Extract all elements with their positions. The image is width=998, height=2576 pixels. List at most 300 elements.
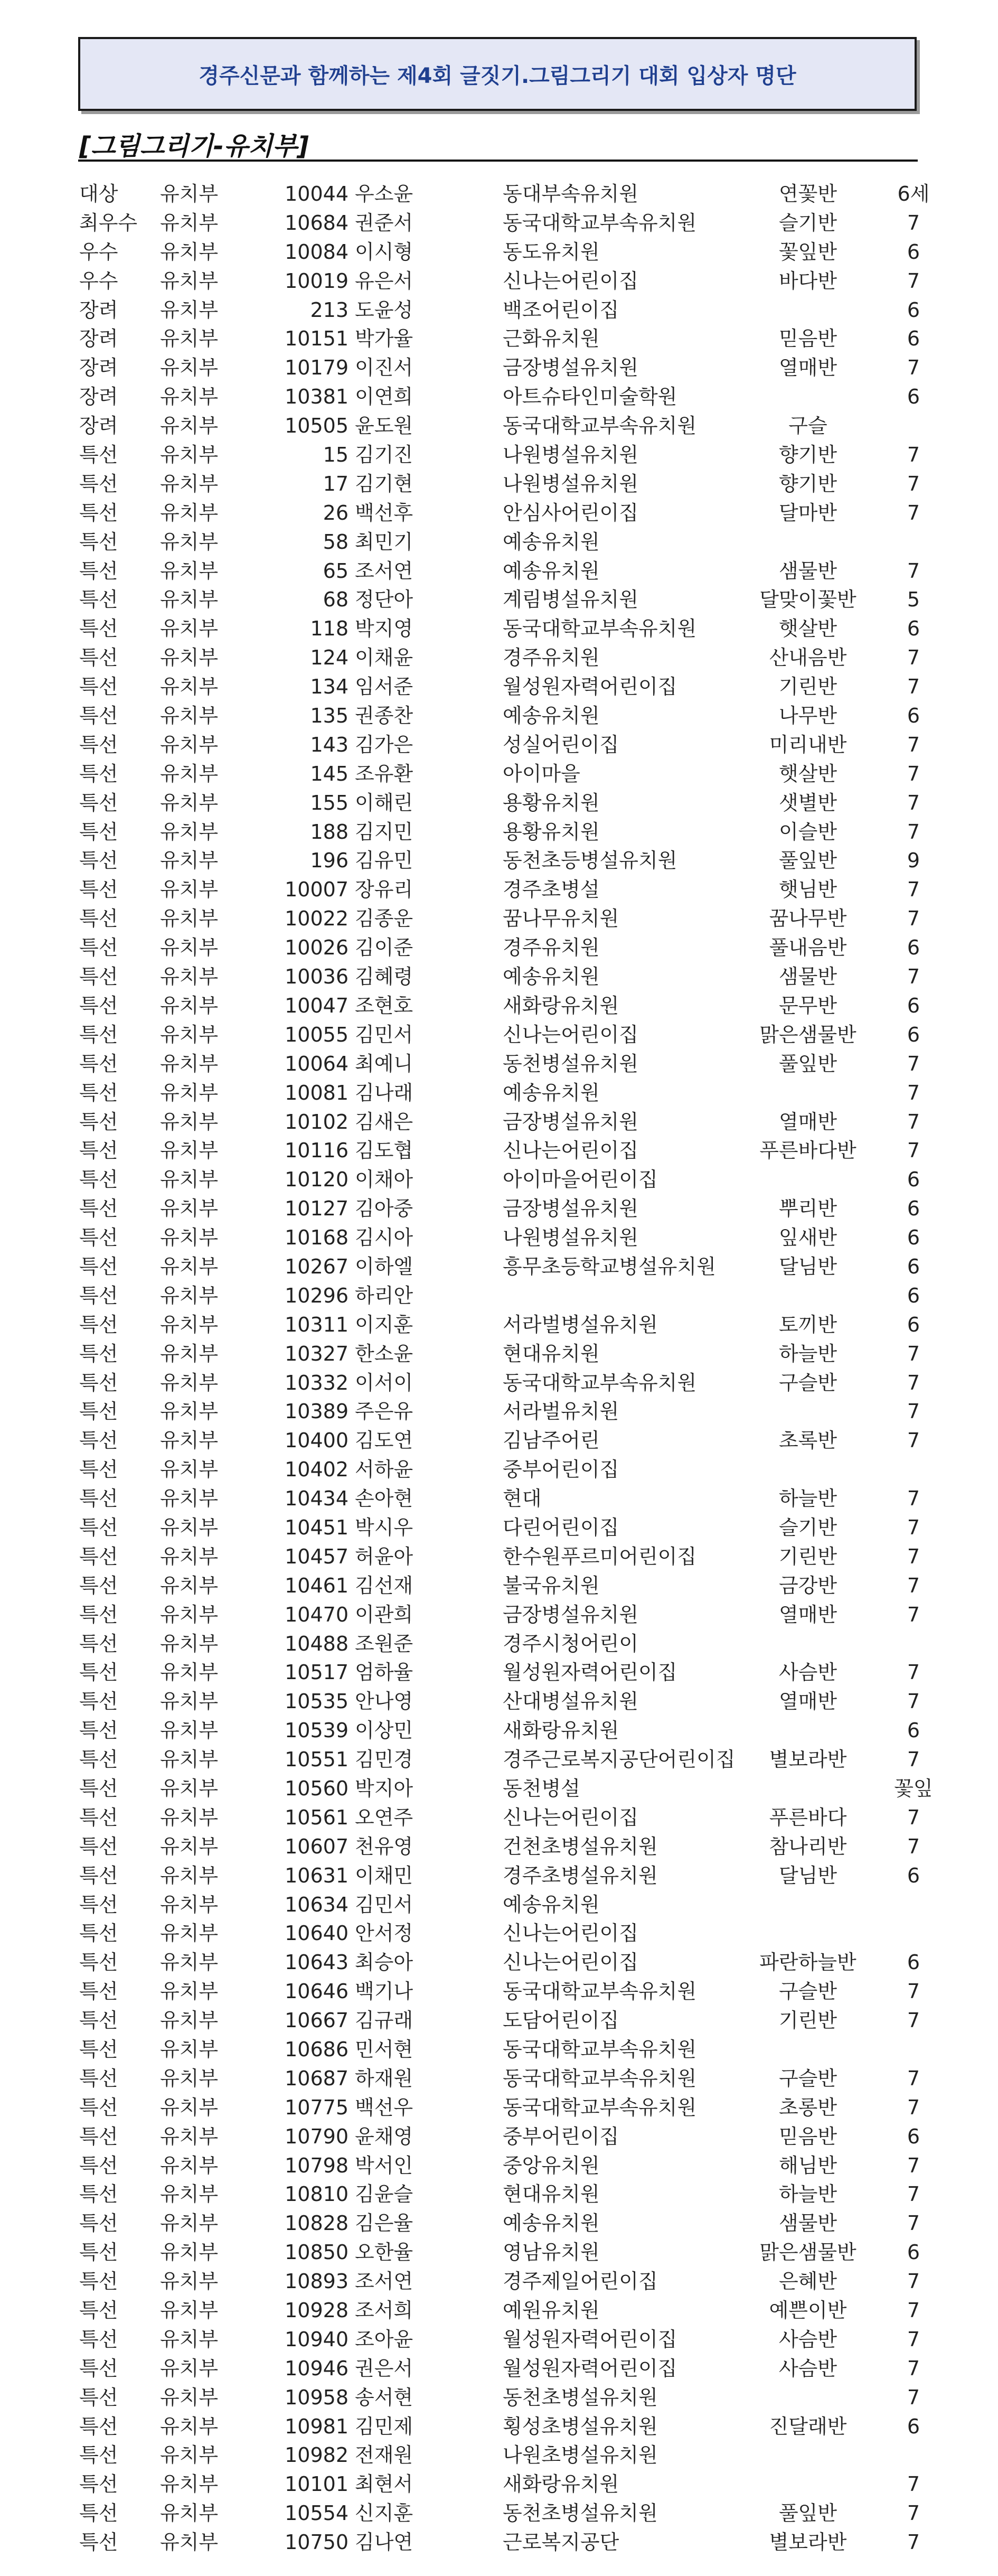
award-cell: 특선 [79,849,118,873]
name-cell: 하리안 [355,1284,413,1307]
table-row [0,324,998,353]
entry-number-cell: 10687 [285,2066,349,2090]
table-row [0,585,998,614]
division-cell: 유치부 [160,2212,219,2235]
entry-number-cell: 10047 [285,994,349,1017]
school-cell: 경주유치원 [503,936,600,960]
division-cell: 유치부 [160,1429,219,1453]
entry-number-cell: 196 [310,849,349,873]
table-row [0,1310,998,1339]
entry-number-cell: 10332 [285,1371,349,1394]
name-cell: 권종찬 [355,704,413,728]
age-cell: 7 [907,1515,920,1539]
award-cell: 대상 [79,182,118,205]
school-cell: 예송유치원 [503,704,600,728]
division-cell: 유치부 [160,1776,219,1800]
name-cell: 김선재 [355,1573,413,1597]
name-cell: 김은율 [355,2212,413,2235]
school-cell: 경주제일어린이집 [503,2270,658,2293]
class-cell: 초롱반 [778,2095,837,2119]
school-cell: 중부어린이집 [503,1458,619,1482]
name-cell: 박가율 [355,327,413,351]
school-cell: 한수원푸르미어린이집 [503,1544,697,1568]
school-cell: 불국유치원 [503,1573,600,1597]
entry-number-cell: 10684 [285,211,349,235]
name-cell: 조서연 [355,559,413,583]
table-row [0,1281,998,1310]
class-cell: 열매반 [778,356,837,380]
table-row [0,1020,998,1050]
award-cell: 특선 [79,2414,118,2438]
school-cell: 동천초병설유치원 [503,2502,658,2525]
table-row [0,991,998,1020]
school-cell: 신나는어린이집 [503,1951,638,1974]
entry-number-cell: 10084 [285,240,349,264]
table-row [0,2412,998,2441]
section-underline [78,160,918,162]
age-cell: 6 [907,1719,920,1743]
table-row [0,2470,998,2499]
award-cell: 특선 [79,1922,118,1945]
division-cell: 유치부 [160,820,219,844]
table-row [0,818,998,847]
division-cell: 유치부 [160,2009,219,2032]
age-cell: 6 [907,2241,920,2264]
age-cell: 7 [907,2212,920,2235]
name-cell: 이채윤 [355,646,413,670]
award-cell: 장려 [79,414,118,438]
school-cell: 동국대학교부속유치원 [503,2095,697,2119]
entry-number-cell: 10055 [285,1023,349,1046]
name-cell: 안나영 [355,1690,413,1713]
award-cell: 특선 [79,1458,118,1482]
class-cell: 구슬반 [778,2066,837,2090]
class-cell: 토끼반 [778,1313,837,1336]
age-cell: 6 [907,2414,920,2438]
entry-number-cell: 10505 [285,414,349,438]
award-cell: 특선 [79,1254,118,1278]
age-cell: 7 [907,1690,920,1713]
school-cell: 횡성초병설유치원 [503,2414,658,2438]
school-cell: 신나는어린이집 [503,269,638,293]
name-cell: 유은서 [355,269,413,293]
table-row [0,1079,998,1108]
age-cell: 7 [907,1573,920,1597]
class-cell: 샛별반 [778,791,837,814]
table-row [0,1832,998,1861]
entry-number-cell: 10168 [285,1226,349,1250]
age-cell: 6 [907,1951,920,1974]
section-heading: [그림그리기-유치부] [79,132,309,161]
division-cell: 유치부 [160,1661,219,1684]
award-cell: 특선 [79,1342,118,1365]
division-cell: 유치부 [160,1922,219,1945]
name-cell: 김민서 [355,1023,413,1046]
entry-number-cell: 10646 [285,1980,349,2003]
entry-number-cell: 10798 [285,2153,349,2177]
division-cell: 유치부 [160,2327,219,2351]
entry-number-cell: 10064 [285,1052,349,1075]
name-cell: 박지영 [355,617,413,641]
division-cell: 유치부 [160,1284,219,1307]
entry-number-cell: 10850 [285,2241,349,2264]
name-cell: 조현호 [355,994,413,1017]
name-cell: 김도연 [355,1429,413,1453]
age-cell: 6 [907,2124,920,2148]
entry-number-cell: 10381 [285,385,349,409]
award-cell: 특선 [79,2502,118,2525]
division-cell: 유치부 [160,2299,219,2322]
table-row [0,614,998,643]
school-cell: 경주유치원 [503,646,600,670]
name-cell: 이진서 [355,356,413,380]
award-cell: 특선 [79,2066,118,2090]
name-cell: 이지훈 [355,1313,413,1336]
entry-number-cell: 10101 [285,2472,349,2496]
table-row [0,1397,998,1426]
division-cell: 유치부 [160,443,219,467]
table-row [0,1194,998,1223]
age-cell: 6 [907,1197,920,1221]
entry-number-cell: 10560 [285,1776,349,1800]
class-cell: 기린반 [778,675,837,699]
entry-number-cell: 10631 [285,1863,349,1887]
award-cell: 특선 [79,1544,118,1568]
award-cell: 장려 [79,356,118,380]
school-cell: 근화유치원 [503,327,600,351]
school-cell: 신나는어린이집 [503,1805,638,1829]
name-cell: 김규래 [355,2009,413,2032]
age-cell: 7 [907,501,920,524]
table-row [0,2209,998,2238]
entry-number-cell: 10327 [285,1342,349,1365]
age-cell: 7 [907,791,920,814]
division-cell: 유치부 [160,2531,219,2554]
class-cell: 사슴반 [778,2327,837,2351]
age-cell: 9 [907,849,920,873]
award-cell: 특선 [79,1400,118,1423]
school-cell: 동대부속유치원 [503,182,638,205]
school-cell: 예송유치원 [503,559,600,583]
age-cell: 6 [907,298,920,322]
award-cell: 특선 [79,2124,118,2148]
school-cell: 동천병설유치원 [503,1052,638,1075]
division-cell: 유치부 [160,2270,219,2293]
class-cell: 나무반 [778,704,837,728]
award-cell: 특선 [79,1863,118,1887]
name-cell: 김새은 [355,1110,413,1134]
name-cell: 천유영 [355,1834,413,1858]
age-cell: 7 [907,1400,920,1423]
division-cell: 유치부 [160,646,219,670]
name-cell: 송서현 [355,2385,413,2409]
award-cell: 특선 [79,1893,118,1916]
division-cell: 유치부 [160,2095,219,2119]
award-cell: 특선 [79,1951,118,1974]
award-cell: 특선 [79,1661,118,1684]
table-row [0,1948,998,1977]
class-cell: 별보라반 [769,1748,847,1772]
age-cell: 7 [907,1661,920,1684]
class-cell: 구슬반 [778,1980,837,2003]
age-cell: 7 [907,2502,920,2525]
school-cell: 다린어린이집 [503,1515,619,1539]
name-cell: 이채아 [355,1168,413,1192]
table-row [0,789,998,818]
school-cell: 서라벌병설유치원 [503,1313,658,1336]
division-cell: 유치부 [160,414,219,438]
school-cell: 금장병설유치원 [503,1110,638,1134]
class-cell: 믿음반 [778,2124,837,2148]
school-cell: 동국대학교부속유치원 [503,2066,697,2090]
award-cell: 특선 [79,1603,118,1626]
division-cell: 유치부 [160,1515,219,1539]
entry-number-cell: 145 [310,762,349,785]
school-cell: 동국대학교부속유치원 [503,617,697,641]
table-row [0,1369,998,1398]
school-cell: 동국대학교부속유치원 [503,1371,697,1394]
name-cell: 윤채영 [355,2124,413,2148]
table-row [0,441,998,470]
award-cell: 특선 [79,1980,118,2003]
table-row [0,1745,998,1774]
award-cell: 특선 [79,675,118,699]
age-cell: 7 [907,2009,920,2032]
class-cell: 꿈나무반 [769,907,847,931]
entry-number-cell: 10120 [285,1168,349,1192]
division-cell: 유치부 [160,994,219,1017]
award-cell: 장려 [79,385,118,409]
age-cell: 6 [907,994,920,1017]
name-cell: 박지아 [355,1776,413,1800]
table-row [0,760,998,789]
school-cell: 신나는어린이집 [503,1139,638,1163]
name-cell: 백선우 [355,2095,413,2119]
award-cell: 우수 [79,240,118,264]
award-cell: 특선 [79,2299,118,2322]
entry-number-cell: 10022 [285,907,349,931]
name-cell: 우소윤 [355,182,413,205]
entry-number-cell: 10981 [285,2414,349,2438]
name-cell: 안서정 [355,1922,413,1945]
school-cell: 경주근로복지공단어린이집 [503,1748,736,1772]
table-row [0,701,998,730]
age-cell: 7 [907,2270,920,2293]
school-cell: 새화랑유치원 [503,1719,619,1743]
division-cell: 유치부 [160,1139,219,1163]
class-cell: 샘물반 [778,965,837,989]
school-cell: 계림병설유치원 [503,588,638,612]
class-cell: 달님반 [778,1254,837,1278]
table-row [0,2006,998,2035]
name-cell: 전재원 [355,2443,413,2467]
entry-number-cell: 118 [310,617,349,641]
class-cell: 풀잎반 [778,2502,837,2525]
name-cell: 김유민 [355,849,413,873]
award-cell: 특선 [79,472,118,495]
award-cell: 특선 [79,733,118,756]
age-cell: 6 [907,1284,920,1307]
division-cell: 유치부 [160,2502,219,2525]
name-cell: 이상민 [355,1719,413,1743]
age-cell: 7 [907,1603,920,1626]
table-row [0,2325,998,2354]
name-cell: 최민기 [355,530,413,554]
age-cell: 7 [907,1110,920,1134]
award-cell: 특선 [79,1690,118,1713]
title-box [78,37,917,111]
entry-number-cell: 124 [310,646,349,670]
division-cell: 유치부 [160,1371,219,1394]
division-cell: 유치부 [160,2385,219,2409]
school-cell: 동도유치원 [503,240,600,264]
name-cell: 손아현 [355,1487,413,1511]
award-cell: 특선 [79,2038,118,2061]
name-cell: 김나연 [355,2531,413,2554]
division-cell: 유치부 [160,1719,219,1743]
age-cell: 7 [907,1371,920,1394]
division-cell: 유치부 [160,1690,219,1713]
school-cell: 경주시청어린이 [503,1632,638,1655]
table-row [0,933,998,962]
entry-number-cell: 10607 [285,1834,349,1858]
school-cell: 나원병설유치원 [503,472,638,495]
class-cell: 향기반 [778,472,837,495]
award-cell: 특선 [79,704,118,728]
table-row [0,2122,998,2151]
division-cell: 유치부 [160,2182,219,2206]
award-cell: 특선 [79,820,118,844]
school-cell: 월성원자력어린이집 [503,2327,677,2351]
entry-number-cell: 10044 [285,182,349,205]
award-cell: 특선 [79,1081,118,1104]
class-cell: 이슬반 [778,820,837,844]
division-cell: 유치부 [160,1226,219,1250]
table-row [0,1687,998,1716]
entry-number-cell: 10026 [285,936,349,960]
division-cell: 유치부 [160,1573,219,1597]
age-cell: 7 [907,762,920,785]
division-cell: 유치부 [160,1603,219,1626]
name-cell: 오한율 [355,2241,413,2264]
entry-number-cell: 10402 [285,1458,349,1482]
name-cell: 민서현 [355,2038,413,2061]
division-cell: 유치부 [160,1081,219,1104]
entry-number-cell: 10081 [285,1081,349,1104]
name-cell: 김가은 [355,733,413,756]
award-cell: 장려 [79,298,118,322]
award-cell: 특선 [79,501,118,524]
award-cell: 특선 [79,1805,118,1829]
table-row [0,1484,998,1513]
class-cell: 하늘반 [778,1342,837,1365]
division-cell: 유치부 [160,211,219,235]
school-cell: 예송유치원 [503,965,600,989]
division-cell: 유치부 [160,849,219,873]
award-cell: 특선 [79,1110,118,1134]
entry-number-cell: 10893 [285,2270,349,2293]
name-cell: 이관희 [355,1603,413,1626]
name-cell: 조원준 [355,1632,413,1655]
age-cell: 7 [907,356,920,380]
division-cell: 유치부 [160,1458,219,1482]
division-cell: 유치부 [160,182,219,205]
division-cell: 유치부 [160,2153,219,2177]
age-cell: 7 [907,2095,920,2119]
table-row [0,2238,998,2267]
award-cell: 최우수 [79,211,138,235]
award-cell: 특선 [79,2153,118,2177]
name-cell: 허윤아 [355,1544,413,1568]
division-cell: 유치부 [160,327,219,351]
entry-number-cell: 65 [323,559,349,583]
class-cell: 구슬 [788,414,827,438]
table-row [0,904,998,933]
division-cell: 유치부 [160,1834,219,1858]
school-cell: 현대유치원 [503,2182,600,2206]
award-cell: 특선 [79,1284,118,1307]
school-cell: 동천초병설유치원 [503,2385,658,2409]
table-row [0,875,998,904]
entry-number-cell: 10554 [285,2502,349,2525]
school-cell: 용황유치원 [503,791,600,814]
entry-number-cell: 10400 [285,1429,349,1453]
school-cell: 건천초병설유치원 [503,1834,658,1858]
school-cell: 금장병설유치원 [503,1603,638,1626]
entry-number-cell: 155 [310,791,349,814]
award-cell: 특선 [79,2356,118,2380]
school-cell: 새화랑유치원 [503,994,619,1017]
division-cell: 유치부 [160,2241,219,2264]
class-cell: 미리내반 [769,733,847,756]
document-title: 경주신문과 함께하는 제4회 글짓기.그림그리기 대회 입상자 명단 [199,63,796,88]
name-cell: 최승아 [355,1951,413,1974]
award-cell: 특선 [79,878,118,902]
table-row [0,1455,998,1484]
age-cell: 6 [907,385,920,409]
award-cell: 특선 [79,2472,118,2496]
table-row [0,2267,998,2296]
class-cell: 금강반 [778,1573,837,1597]
entry-number-cell: 10982 [285,2443,349,2467]
award-cell: 특선 [79,1168,118,1192]
award-cell: 특선 [79,1748,118,1772]
class-cell: 사슴반 [778,1661,837,1684]
school-cell: 예송유치원 [503,2212,600,2235]
award-cell: 특선 [79,1197,118,1221]
table-row [0,353,998,382]
age-cell: 7 [907,1544,920,1568]
age-cell: 7 [907,443,920,467]
award-cell: 특선 [79,1573,118,1597]
age-cell: 6 [907,1254,920,1278]
division-cell: 유치부 [160,1400,219,1423]
school-cell: 꿈나무유치원 [503,907,619,931]
class-cell: 문무반 [778,994,837,1017]
entry-number-cell: 10116 [285,1139,349,1163]
table-row [0,238,998,267]
name-cell: 김종운 [355,907,413,931]
name-cell: 김도협 [355,1139,413,1163]
division-cell: 유치부 [160,1893,219,1916]
division-cell: 유치부 [160,1980,219,2003]
name-cell: 이서이 [355,1371,413,1394]
entry-number-cell: 17 [323,472,349,495]
age-cell: 6 [907,936,920,960]
age-cell: 7 [907,269,920,293]
division-cell: 유치부 [160,675,219,699]
age-cell: 6 [907,704,920,728]
